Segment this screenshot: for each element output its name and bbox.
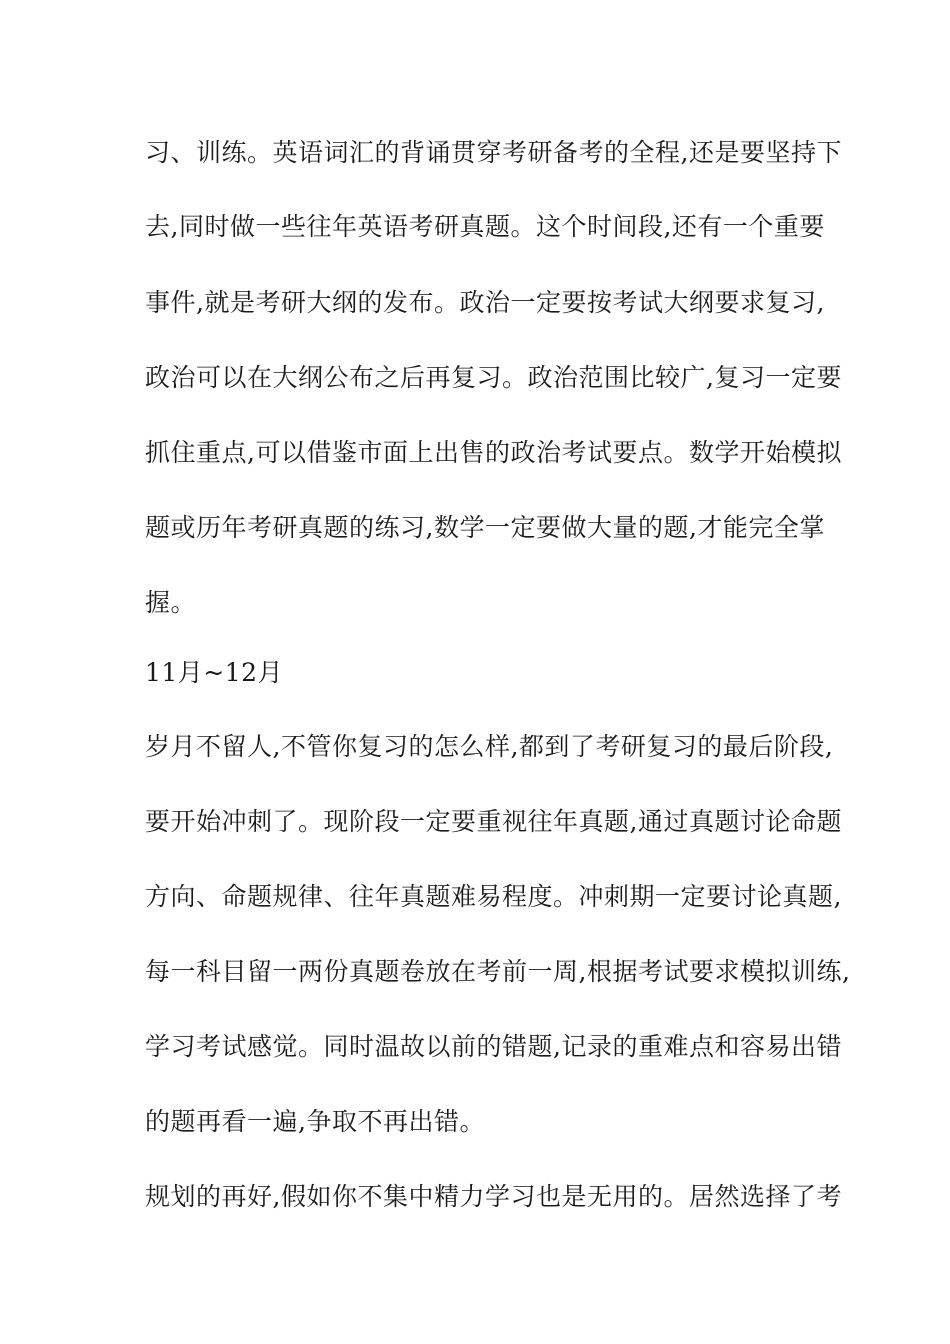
paragraph-line: 要开始冲刺了。现阶段一定要重视往年真题,通过真题讨论命题 — [145, 807, 842, 836]
paragraph-line: 抓住重点,可以借鉴市面上出售的政治考试要点。数学开始模拟 — [145, 438, 842, 467]
paragraph-line: 握。 — [145, 588, 197, 617]
paragraph-line: 方向、命题规律、往年真题难易程度。冲刺期一定要讨论真题, — [145, 882, 842, 911]
paragraph-line: 规划的再好,假如你不集中精力学习也是无用的。居然选择了考 — [145, 1182, 842, 1211]
paragraph-line: 岁月不留人,不管你复习的怎么样,都到了考研复习的最后阶段, — [145, 732, 834, 761]
paragraph-line: 去,同时做一些往年英语考研真题。这个时间段,还有一个重要 — [145, 212, 825, 241]
paragraph-line: 习、训练。英语词汇的背诵贯穿考研备考的全程,还是要坚持下 — [145, 138, 842, 167]
paragraph-line: 题或历年考研真题的练习,数学一定要做大量的题,才能完全掌 — [145, 513, 825, 542]
section-heading: 11月~12月 — [145, 658, 284, 687]
paragraph-line: 学习考试感觉。同时温故以前的错题,记录的重难点和容易出错 — [145, 1032, 842, 1061]
paragraph-line: 的题再看一遍,争取不再出错。 — [145, 1107, 485, 1136]
paragraph-line: 事件,就是考研大纲的发布。政治一定要按考试大纲要求复习, — [145, 288, 825, 317]
paragraph-line: 每一科目留一两份真题卷放在考前一周,根据考试要求模拟训练, — [145, 957, 851, 986]
paragraph-line: 政治可以在大纲公布之后再复习。政治范围比较广,复习一定要 — [145, 363, 842, 392]
